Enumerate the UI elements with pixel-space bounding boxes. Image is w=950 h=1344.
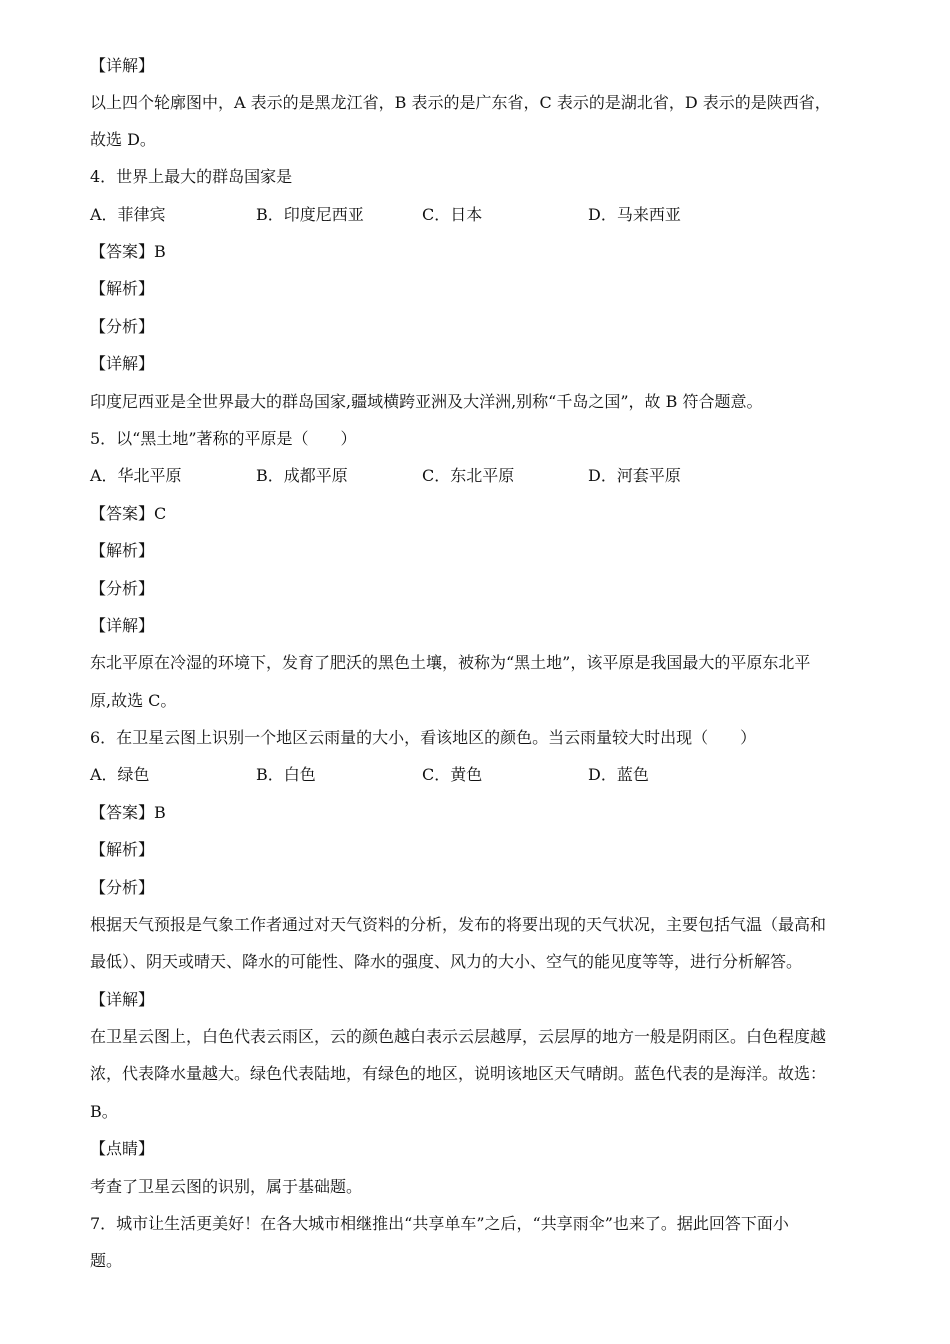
q6-comment-text: 考查了卫星云图的识别，属于基础题。	[90, 1177, 363, 1196]
q6-option-c: C．黄色	[422, 765, 483, 784]
q4-stem: 4．世界上最大的群岛国家是	[90, 167, 293, 186]
q5-detail-text: 东北平原在冷湿的环境下，发育了肥沃的黑色土壤，被称为“黑土地”，该平原是我国最大的平原东北平	[90, 653, 811, 672]
q4-option-c: C．日本	[422, 205, 483, 224]
q4-fenxi-label: 【分析】	[90, 317, 155, 336]
q4-analysis-label: 【解析】	[90, 279, 155, 298]
q3-detail-label: 【详解】	[90, 56, 155, 75]
q3-detail-text: 故选 D。	[90, 130, 156, 149]
q7-stem: 7．城市让生活更美好！在各大城市相继推出“共享单车”之后，“共享雨伞”也来了。据此回答下面小	[90, 1214, 789, 1233]
q5-option-d: D．河套平原	[588, 466, 681, 485]
q6-fenxi-text: 根据天气预报是气象工作者通过对天气资料的分析，发布的将要出现的天气状况，主要包括气温（最高和	[90, 915, 827, 934]
q5-option-c: C．东北平原	[422, 466, 515, 485]
q6-options	[90, 764, 865, 788]
q5-stem: 5．以“黑土地”著称的平原是（ ）	[90, 429, 357, 448]
q4-answer: 【答案】B	[90, 242, 166, 261]
q4-detail-label: 【详解】	[90, 354, 155, 373]
q4-option-b: B．印度尼西亚	[256, 205, 364, 224]
q5-option-b: B．成都平原	[256, 466, 348, 485]
q6-comment-label: 【点睛】	[90, 1139, 155, 1158]
q6-answer: 【答案】B	[90, 803, 166, 822]
q6-option-d: D．蓝色	[588, 765, 649, 784]
q4-option-a: A．菲律宾	[90, 205, 166, 224]
q6-detail-text: B。	[90, 1102, 118, 1121]
q6-fenxi-label: 【分析】	[90, 878, 155, 897]
q7-stem: 题。	[90, 1251, 123, 1270]
q5-detail-text: 原,故选 C。	[90, 691, 177, 710]
q5-answer: 【答案】C	[90, 504, 167, 523]
q3-detail-text: 以上四个轮廓图中，A 表示的是黑龙江省，B 表示的是广东省，C 表示的是湖北省，D 表示的是陕西省，	[90, 93, 831, 112]
q6-option-a: A．绿色	[90, 765, 150, 784]
q5-analysis-label: 【解析】	[90, 541, 155, 560]
q6-stem: 6．在卫星云图上识别一个地区云雨量的大小，看该地区的颜色。当云雨量较大时出现（ ）	[90, 728, 757, 747]
q6-option-b: B．白色	[256, 765, 316, 784]
q6-analysis-label: 【解析】	[90, 840, 155, 859]
q6-detail-text: 浓，代表降水量越大。绿色代表陆地，有绿色的地区，说明该地区天气晴朗。蓝色代表的是海洋。故选：	[90, 1064, 827, 1083]
q5-option-a: A．华北平原	[90, 466, 182, 485]
q5-detail-label: 【详解】	[90, 616, 155, 635]
q4-option-d: D．马来西亚	[588, 205, 681, 224]
q5-options	[90, 465, 865, 489]
q6-detail-text: 在卫星云图上，白色代表云雨区，云的颜色越白表示云层越厚，云层厚的地方一般是阴雨区。白色程度越	[90, 1027, 827, 1046]
q5-fenxi-label: 【分析】	[90, 579, 155, 598]
q4-detail-text: 印度尼西亚是全世界最大的群岛国家,疆域横跨亚洲及大洋洲,别称“千岛之国”，故 B 符合题意。	[90, 392, 763, 411]
q6-fenxi-text: 最低）、阴天或晴天、降水的可能性、降水的强度、风力的大小、空气的能见度等等，进行分析解答。	[90, 952, 803, 971]
q4-options	[90, 204, 865, 228]
q6-detail-label: 【详解】	[90, 990, 155, 1009]
